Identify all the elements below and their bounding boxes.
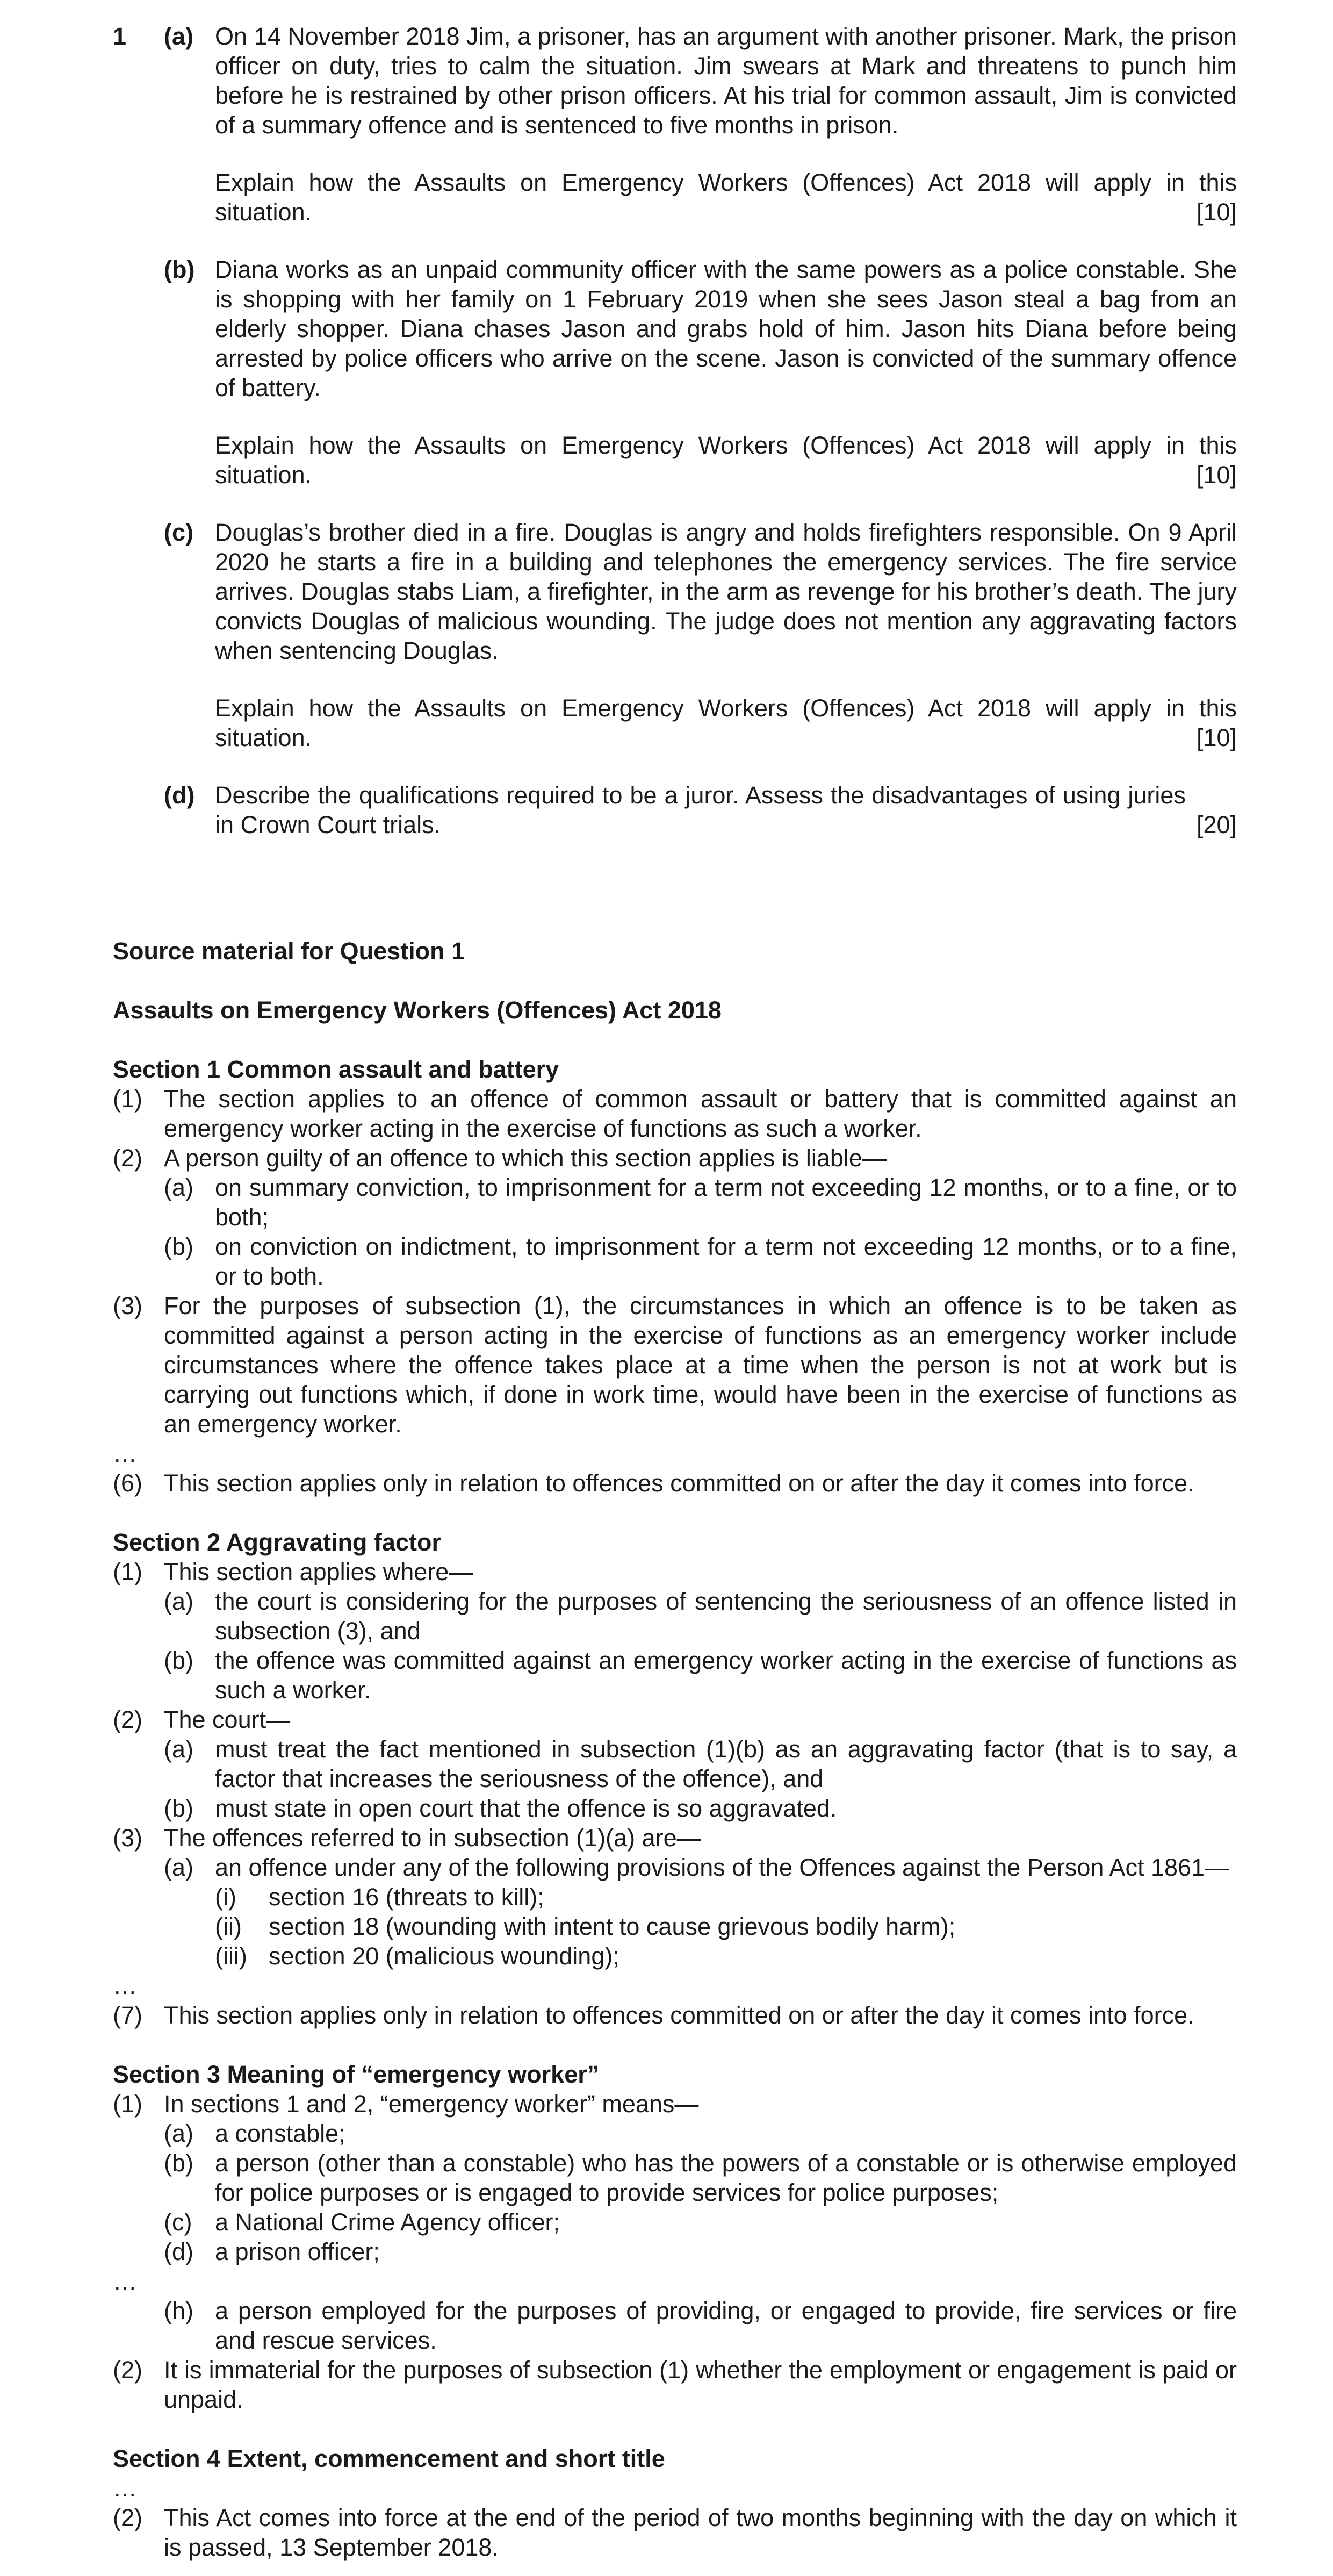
part-text: Douglas’s brother died in a fire. Douglas is angry and holds firefighters responsible. On 9 April 2020 he starts a fire in a building and telephones the emergency services. The fire service arrives. Douglas stabs Liam, a firefighter, in the arm as revenge for his brother’s death. The jury convicts Douglas of malicious wounding. The judge does not mention any aggravating factors when sentencing Douglas. — [215, 519, 1237, 664]
sub-paragraph-label: (iii) — [215, 1942, 247, 1970]
subsection — [113, 1705, 1237, 1734]
sub-paragraph — [113, 1912, 1237, 1941]
paragraph — [113, 2207, 1237, 2237]
part-text: Diana works as an unpaid community officer with the same powers as a police constable. She is shopping with her family on 1 February 2019 when she sees Jason steal a bag from an elderly shopper. Diana chases Jason and grabs hold of him. Jason hits Diana before being arrested by police officers who arrive on the scene. Jason is convicted of the summary offence of battery. — [215, 256, 1237, 401]
sub-paragraph — [113, 1941, 1237, 1971]
sub-paragraph-label: (ii) — [215, 1913, 242, 1940]
paragraph-label: (a) — [164, 1174, 193, 1201]
paragraph-label: (c) — [164, 2208, 192, 2236]
part-text: On 14 November 2018 Jim, a prisoner, has an argument with another prisoner. Mark, the prison officer on duty, tries to calm the situation. Jim swears at Mark and threatens to punch him before he is restrained by other prison officers. At his trial for common assault, Jim is convicted of a summary offence and is sentenced to five months in prison. — [215, 23, 1237, 139]
paragraph-label: (b) — [164, 1233, 193, 1260]
part-instruction — [215, 168, 1237, 227]
part-label: (d) — [164, 781, 195, 809]
marks-label: [10] — [1196, 198, 1237, 226]
paragraph-text: on conviction on indictment, to imprisonment for a term not exceeding 12 months, or to a fine, or to both. — [215, 1233, 1237, 1290]
instruction-line: Explain how the Assaults on Emergency Workers (Offences) Act 2018 will apply in this — [215, 694, 1237, 722]
subsection-label: (1) — [113, 1558, 142, 1585]
paragraph-text: the offence was committed against an emergency worker acting in the exercise of functions as such a worker. — [215, 1647, 1237, 1704]
paragraph-label: (a) — [164, 1588, 193, 1615]
subsection-label: (2) — [113, 1706, 142, 1733]
subsection-label: (1) — [113, 2090, 142, 2118]
paragraph-label: (a) — [164, 1854, 193, 1881]
act-section-1 — [113, 1054, 1237, 1498]
subsection-text: The offences referred to in subsection (1)(a) are— — [164, 1824, 701, 1852]
subsection-text: The court— — [164, 1706, 291, 1733]
paragraph — [113, 2148, 1237, 2207]
sub-paragraph-text: section 20 (malicious wounding); — [269, 1942, 619, 1970]
omission-ellipsis: … — [113, 1440, 137, 1467]
paragraph-text: a person (other than a constable) who has the powers of a constable or is otherwise employed for police purposes or is engaged to provide services for police purposes; — [215, 2149, 1237, 2206]
marks-label: [10] — [1196, 461, 1237, 489]
subsection-label: (6) — [113, 1469, 142, 1497]
question-part-d — [113, 780, 1237, 839]
paragraph — [113, 1232, 1237, 1291]
paragraph-label: (b) — [164, 1647, 193, 1674]
subsection-label: (2) — [113, 1144, 142, 1172]
instruction-line: Explain how the Assaults on Emergency Workers (Offences) Act 2018 will apply in this — [215, 169, 1237, 196]
subsection — [113, 1468, 1237, 1498]
subsection — [113, 2503, 1237, 2562]
subsection-text: The section applies to an offence of common assault or battery that is committed against an emergency worker acting in the exercise of functions as such a worker. — [164, 1085, 1237, 1142]
paragraph — [113, 1793, 1237, 1823]
paragraph-label: (b) — [164, 1795, 193, 1822]
sub-paragraph — [113, 1882, 1237, 1912]
paragraph-text: a constable; — [215, 2120, 345, 2147]
subsection — [113, 1143, 1237, 1173]
subsection — [113, 1291, 1237, 1439]
omission-ellipsis: … — [113, 2474, 137, 2502]
paragraph-text: a prison officer; — [215, 2238, 380, 2265]
paragraph-label: (h) — [164, 2297, 193, 2324]
marks-label: [20] — [1196, 811, 1237, 838]
paragraph-text: must state in open court that the offence is so aggravated. — [215, 1795, 837, 1822]
subsection — [113, 2355, 1237, 2414]
question-number: 1 — [113, 23, 127, 50]
sub-paragraph-text: section 16 (threats to kill); — [269, 1883, 544, 1911]
paragraph-text: a person employed for the purposes of providing, or engaged to provide, fire services or fire and rescue services. — [215, 2297, 1237, 2354]
paragraph-label: (b) — [164, 2149, 193, 2177]
omission-ellipsis: … — [113, 1972, 137, 1999]
paragraph-text: a National Crime Agency officer; — [215, 2208, 560, 2236]
section-title: Section 2 Aggravating factor — [113, 1529, 441, 1556]
subsection-text: This Act comes into force at the end of the period of two months beginning with the day on which it is passed, 13 September 2018. — [164, 2504, 1237, 2561]
paragraph-text: on summary conviction, to imprisonment for a term not exceeding 12 months, or to a fine, or to both; — [215, 1174, 1237, 1231]
paragraph-label: (a) — [164, 2120, 193, 2147]
part-instruction — [215, 693, 1237, 752]
subsection-text: This section applies only in relation to offences committed on or after the day it comes into force. — [164, 1469, 1194, 1497]
paragraph — [113, 1587, 1237, 1646]
question-part-b — [113, 255, 1237, 490]
subsection — [113, 2000, 1237, 2030]
subsection-text: In sections 1 and 2, “emergency worker” means— — [164, 2090, 699, 2118]
subsection — [113, 1084, 1237, 1143]
part-label: (c) — [164, 519, 193, 546]
marks-label: [10] — [1196, 724, 1237, 751]
section-title: Section 1 Common assault and battery — [113, 1056, 559, 1083]
act-section-3 — [113, 2060, 1237, 2414]
paragraph — [113, 2237, 1237, 2266]
section-title: Section 4 Extent, commencement and short title — [113, 2445, 665, 2472]
section-title: Section 3 Meaning of “emergency worker” — [113, 2061, 600, 2088]
act-section-4 — [113, 2444, 1237, 2562]
paragraph-text: an offence under any of the following provisions of the Offences against the Person Act 1861— — [215, 1854, 1229, 1881]
exam-page — [113, 21, 1237, 2562]
part-label: (a) — [164, 23, 193, 50]
instruction-line: situation. — [215, 461, 312, 489]
paragraph — [113, 2296, 1237, 2355]
subsection — [113, 1557, 1237, 1587]
question-part-c — [113, 518, 1237, 752]
paragraph-text: the court is considering for the purposes of sentencing the seriousness of an offence listed in subsection (3), and — [215, 1588, 1237, 1645]
paragraph-text: must treat the fact mentioned in subsection (1)(b) as an aggravating factor (that is to say, a factor that increases the seriousness of the offence), and — [215, 1735, 1237, 1792]
instruction-line: situation. — [215, 724, 312, 751]
paragraph — [113, 1646, 1237, 1705]
paragraph — [113, 1734, 1237, 1793]
omission-ellipsis: … — [113, 2268, 137, 2295]
subsection — [113, 2089, 1237, 2119]
part-text: Describe the qualifications required to be a juror. Assess the disadvantages of using juries in Crown Court trials. — [215, 781, 1186, 838]
instruction-line: Explain how the Assaults on Emergency Workers (Offences) Act 2018 will apply in this — [215, 432, 1237, 459]
subsection-text: A person guilty of an offence to which this section applies is liable— — [164, 1144, 887, 1172]
sub-paragraph-text: section 18 (wounding with intent to cause grievous bodily harm); — [269, 1913, 956, 1940]
subsection-label: (7) — [113, 2001, 142, 2029]
subsection-text: It is immaterial for the purposes of subsection (1) whether the employment or engagement is paid or unpaid. — [164, 2356, 1237, 2413]
source-heading: Source material for Question 1 — [113, 937, 465, 965]
paragraph-label: (d) — [164, 2238, 193, 2265]
subsection-label: (1) — [113, 1085, 142, 1113]
instruction-line: situation. — [215, 198, 312, 226]
paragraph — [113, 1173, 1237, 1232]
part-instruction — [215, 430, 1237, 490]
subsection — [113, 1823, 1237, 1853]
question-part-a — [113, 21, 1237, 227]
subsection-text: This section applies where— — [164, 1558, 473, 1585]
paragraph — [113, 1853, 1237, 1882]
subsection-label: (3) — [113, 1292, 142, 1319]
question-1 — [113, 21, 1237, 839]
subsection-label: (2) — [113, 2504, 142, 2531]
part-label: (b) — [164, 256, 195, 283]
paragraph-label: (a) — [164, 1735, 193, 1763]
subsection-text: For the purposes of subsection (1), the circumstances in which an offence is to be taken as committed against a person acting in the exercise of functions as an emergency worker include circumstances where the offence takes place at a time when the person is not at work but is carrying out functions which, if done in work time, would have been in the exercise of functions as an emergency worker. — [164, 1292, 1237, 1438]
act-section-2 — [113, 1527, 1237, 2030]
subsection-label: (3) — [113, 1824, 142, 1852]
subsection-label: (2) — [113, 2356, 142, 2384]
paragraph — [113, 2119, 1237, 2148]
act-title: Assaults on Emergency Workers (Offences) Act 2018 — [113, 996, 722, 1024]
subsection-text: This section applies only in relation to offences committed on or after the day it comes into force. — [164, 2001, 1194, 2029]
sub-paragraph-label: (i) — [215, 1883, 236, 1911]
